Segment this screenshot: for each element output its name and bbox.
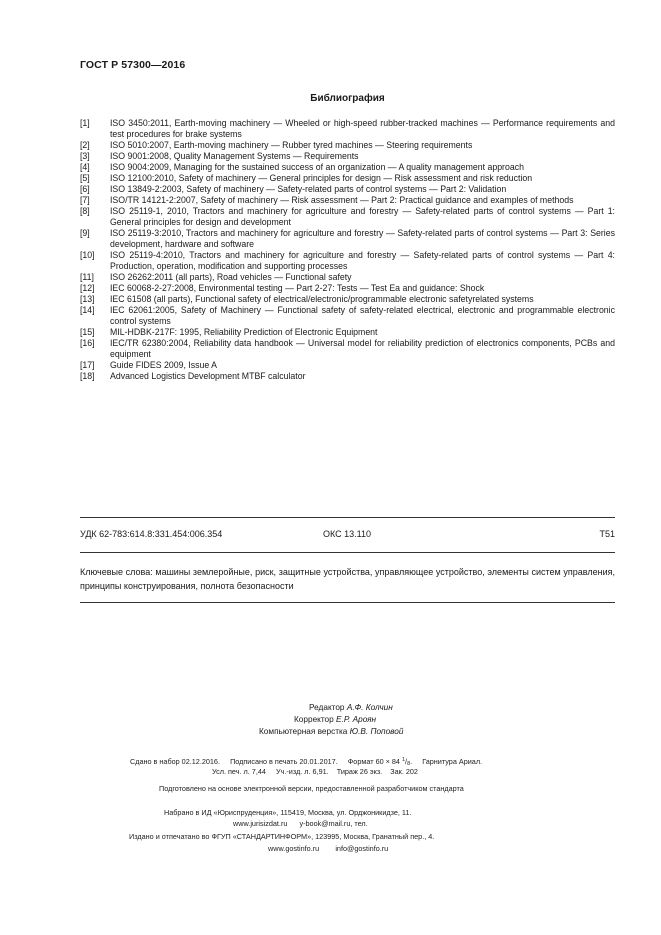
- bibliography-item: [80, 305, 615, 327]
- bibliography-item: [80, 151, 615, 162]
- bibliography-item-number: [15]: [80, 327, 95, 337]
- classification-row: [80, 529, 615, 541]
- credit-layout-name: Ю.В. Поповой: [349, 727, 404, 736]
- udk-code: УДК 62-783:614.8:331.454:006.354: [80, 529, 223, 539]
- bibliography-item-text: MIL-HDBK-217F: 1995, Reliability Prediction of Electronic Equipment: [110, 327, 378, 337]
- bibliography-item: [80, 228, 615, 250]
- bibliography-list: [80, 118, 615, 382]
- bibliography-item-number: [4]: [80, 162, 90, 172]
- bibliography-item-text: ISO 26262:2011 (all parts), Road vehicles — Functional safety: [110, 272, 352, 282]
- credit-layout: [259, 726, 403, 738]
- bibliography-item-text: ISO 25119-1, 2010, Tractors and machinery for agriculture and forestry — Safety-related parts of control systems — Part 1: General principles for design and development: [110, 206, 615, 227]
- bibliography-item: [80, 371, 615, 382]
- imprint-copies: Тираж 26 экз.: [336, 767, 383, 776]
- credit-corrector: [294, 714, 376, 726]
- bibliography-item-text: ISO/TR 14121-2:2007, Safety of machinery — Risk assessment — Part 2: Practical guidance and examples of methods: [110, 195, 574, 205]
- bibliography-item: [80, 338, 615, 360]
- bibliography-item: [80, 272, 615, 283]
- bibliography-title: Библиография: [310, 93, 385, 104]
- bibliography-item: [80, 327, 615, 338]
- bibliography-item-text: ISO 13849-2:2003, Safety of machinery — Safety-related parts of control systems — Part 2: Validation: [110, 184, 507, 194]
- imprint-prepared: Подготовлено на основе электронной версии, предоставленной разработчиком стандарта: [159, 784, 464, 793]
- imprint-sent: Сдано в набор 02.12.2016.: [130, 757, 220, 766]
- bibliography-item: [80, 140, 615, 151]
- bibliography-item-number: [10]: [80, 250, 95, 260]
- oks-code: ОКС 13.110: [323, 529, 372, 539]
- bibliography-item-number: [13]: [80, 294, 95, 304]
- imprint-published-web[interactable]: www.gostinfo.ru: [268, 844, 320, 853]
- divider-bottom: [80, 602, 615, 603]
- bibliography-item: [80, 195, 615, 206]
- imprint-published: Издано и отпечатано во ФГУП «СТАНДАРТИНФОРМ», 123995, Москва, Гранатный пер., 4.: [129, 832, 435, 841]
- bibliography-item-number: [17]: [80, 360, 95, 370]
- imprint-typeset-contacts: [233, 819, 368, 829]
- imprint-pub-sheets: Уч.-изд. л. 6,91.: [275, 767, 329, 776]
- bibliography-item-text: Advanced Logistics Development MTBF calculator: [110, 371, 306, 381]
- bibliography-item-number: [11]: [80, 272, 94, 282]
- bibliography-item: [80, 294, 615, 305]
- bibliography-item-number: [1]: [80, 118, 90, 128]
- credit-corrector-label: Корректор: [294, 715, 334, 724]
- product-code: Т51: [599, 529, 615, 539]
- standard-id: ГОСТ Р 57300—2016: [80, 59, 186, 71]
- bibliography-item: [80, 162, 615, 173]
- imprint-typeset: Набрано в ИД «Юриспруденция», 115419, Москва, ул. Орджоникидзе, 11.: [164, 808, 412, 817]
- bibliography-item-text: IEC 60068-2-27:2008, Environmental testing — Part 2-27: Tests — Test Ea and guidance: Shock: [110, 283, 485, 293]
- bibliography-item-number: [14]: [80, 305, 95, 315]
- imprint-format: Формат 60 × 84 $^1/_8$.: [347, 757, 413, 767]
- bibliography-item-text: IEC 62061:2005, Safety of Machinery — Functional safety of safety-related electrical, electronic and programmable electronic control systems: [110, 305, 615, 326]
- bibliography-item-text: IEC 61508 (all parts), Functional safety of electrical/electronic/programmable electronic safetyrelated systems: [110, 294, 534, 304]
- bibliography-item-text: ISO 3450:2011, Earth-moving machinery — Wheeled or high-speed rubber-tracked machines — Performance requirements and test procedures for brake systems: [110, 118, 615, 139]
- bibliography-item: [80, 250, 615, 272]
- credit-editor: [309, 702, 393, 714]
- bibliography-item-text: ISO 5010:2007, Earth-moving machinery — Rubber tyred machines — Steering requirements: [110, 140, 473, 150]
- bibliography-item-text: ISO 12100:2010, Safety of machinery — General principles for design — Risk assessment and risk reduction: [110, 173, 533, 183]
- bibliography-item-number: [18]: [80, 371, 95, 381]
- credit-editor-label: Редактор: [309, 703, 345, 712]
- bibliography-item-text: ISO 9004:2009, Managing for the sustained success of an organization — A quality management approach: [110, 162, 524, 172]
- bibliography-item-text: ISO 25119-3:2010, Tractors and machinery for agriculture and forestry — Safety-related parts of control systems — Part 3: Series development, hardware and software: [110, 228, 615, 249]
- bibliography-item-text: ISO 25119-4:2010, Tractors and machinery for agriculture and forestry — Safety-related parts of control systems — Part 4: Production, operation, modification and supporting processes: [110, 250, 615, 271]
- divider-top: [80, 517, 615, 518]
- bibliography-item: [80, 360, 615, 371]
- imprint-typeset-email[interactable]: y-book@mail.ru, тел.: [299, 819, 368, 828]
- bibliography-item: [80, 118, 615, 140]
- imprint-line-2: [212, 767, 418, 777]
- credit-editor-name: А.Ф. Колчин: [346, 703, 393, 712]
- bibliography-item-number: [5]: [80, 173, 90, 183]
- bibliography-item: [80, 173, 615, 184]
- bibliography-item-number: [8]: [80, 206, 90, 216]
- imprint-print-sheets: Усл. печ. л. 7,44: [212, 767, 266, 776]
- bibliography-item-number: [9]: [80, 228, 90, 238]
- bibliography-item: [80, 184, 615, 195]
- imprint-typeset-web[interactable]: www.jurisizdat.ru: [233, 819, 288, 828]
- bibliography-item-text: IEC/TR 62380:2004, Reliability data handbook — Universal model for reliability prediction of electronics components, PCBs and equipment: [110, 338, 615, 359]
- bibliography-item: [80, 283, 615, 294]
- bibliography-item: [80, 206, 615, 228]
- bibliography-item-number: [16]: [80, 338, 95, 348]
- credit-corrector-name: Е.Р. Ароян: [336, 715, 377, 724]
- bibliography-item-number: [7]: [80, 195, 90, 205]
- imprint-order: Зак. 202: [390, 767, 418, 776]
- imprint-published-contacts: [268, 844, 388, 854]
- credit-layout-label: Компьютерная верстка: [259, 727, 348, 736]
- imprint-signed: Подписано в печать 20.01.2017.: [230, 757, 338, 766]
- divider-middle: [80, 552, 615, 553]
- bibliography-item-number: [12]: [80, 283, 95, 293]
- bibliography-item-number: [3]: [80, 151, 90, 161]
- keywords: Ключевые слова: машины землеройные, риск, защитные устройства, управляющее устройство, элементы систем управления, принципы конструирования, полнота безопасности: [80, 567, 615, 591]
- bibliography-item-text: Guide FIDES 2009, Issue A: [110, 360, 218, 370]
- bibliography-item-number: [2]: [80, 140, 90, 150]
- bibliography-item-text: ISO 9001:2008, Quality Management Systems — Requirements: [110, 151, 359, 161]
- imprint-typeface: Гарнитура Ариал.: [422, 757, 483, 766]
- imprint-published-email[interactable]: info@gostinfo.ru: [335, 844, 389, 853]
- bibliography-item-number: [6]: [80, 184, 90, 194]
